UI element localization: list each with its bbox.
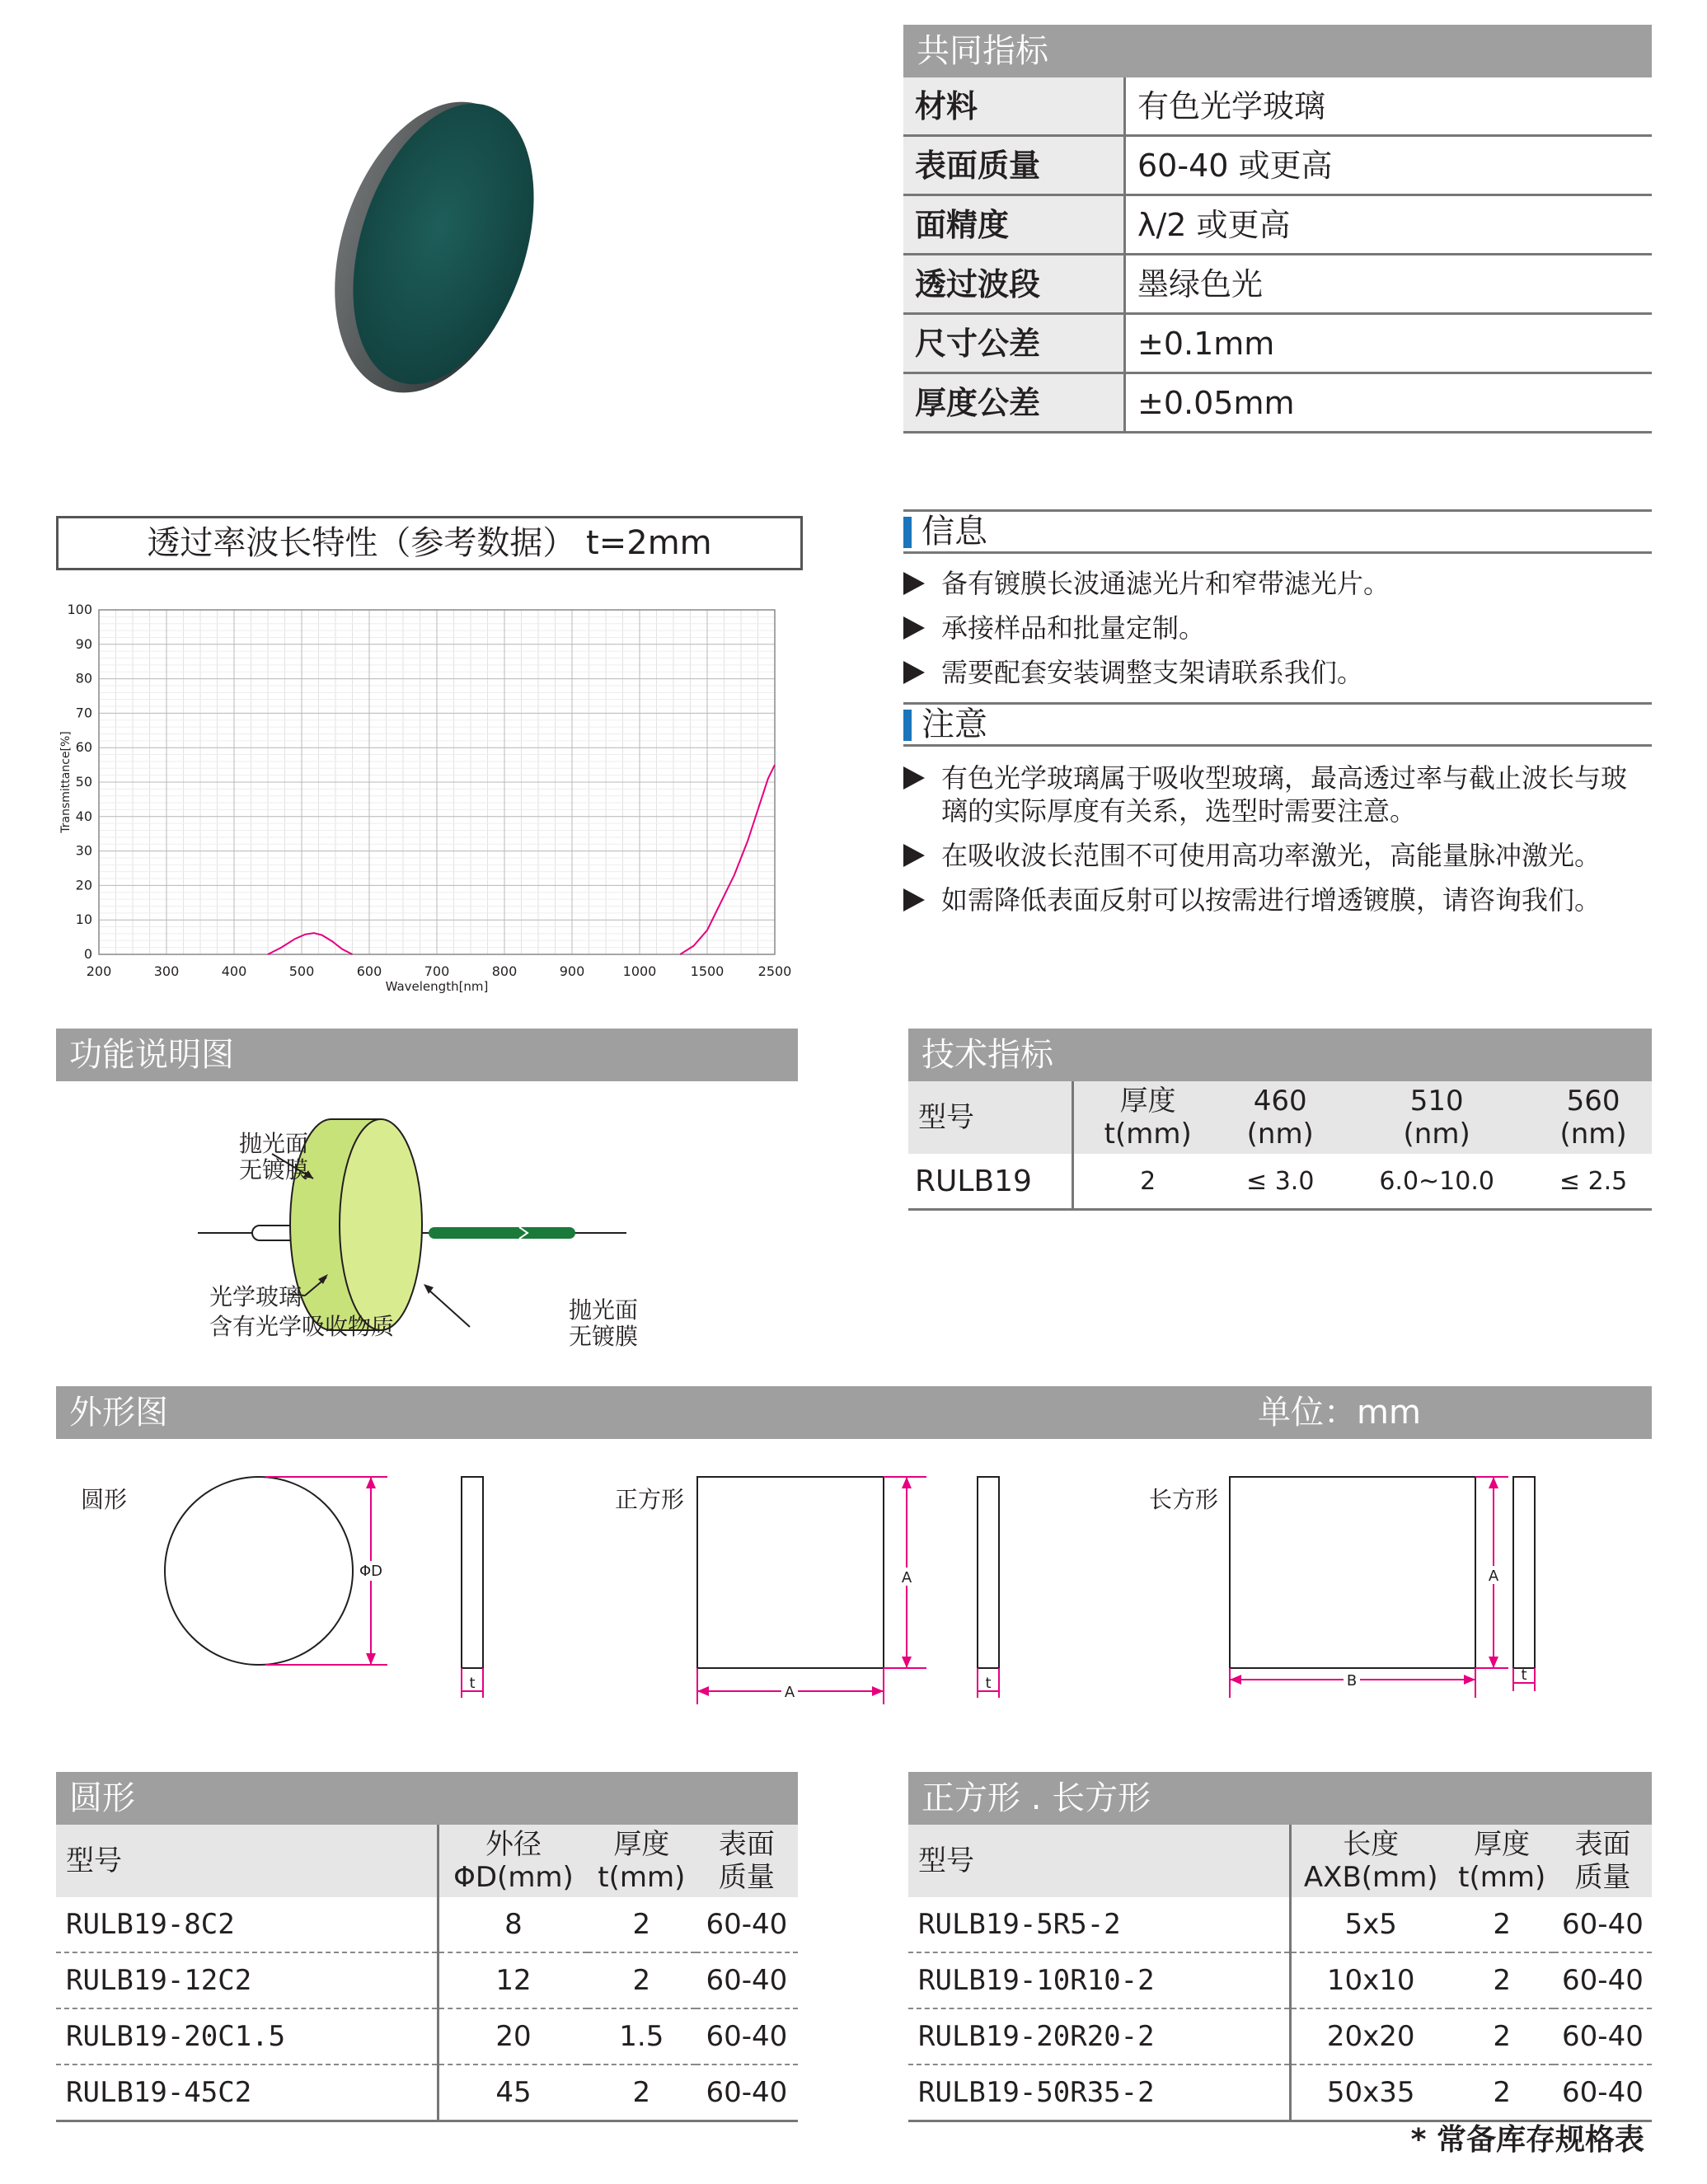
label-text: 抛光面 — [569, 1296, 639, 1324]
header-line: 厚度 — [1474, 1828, 1531, 1861]
table-row — [56, 2008, 798, 2064]
info-item — [903, 612, 1652, 644]
cell-model: RULB19-20C1.5 — [56, 2008, 438, 2064]
spec-row — [903, 196, 1652, 255]
info-item-text: 承接样品和批量定制。 — [941, 612, 1206, 644]
transmittance-series-line — [680, 765, 775, 954]
label-text: 无镀膜 — [239, 1156, 309, 1183]
label-text: 光学玻璃 — [209, 1283, 302, 1310]
cell-thickness: 2 — [588, 2064, 696, 2121]
circle-label: 圆形 — [81, 1486, 128, 1513]
header-line: 表面 — [718, 1828, 775, 1861]
common-specs-title: 共同指标 — [903, 25, 1652, 77]
y-tick-label: 20 — [75, 877, 92, 893]
cell-od: 8 — [438, 1897, 588, 1952]
cell-model: RULB19-5R5-2 — [908, 1897, 1291, 1952]
header-line: 510 — [1409, 1085, 1464, 1118]
info-item — [903, 567, 1652, 600]
triangle-bullet-icon — [903, 572, 925, 595]
x-tick-label: 1500 — [690, 963, 725, 979]
x-tick-label: 2500 — [757, 963, 791, 979]
table-row — [56, 1897, 798, 1952]
note-item — [903, 839, 1652, 872]
y-tick-label: 10 — [75, 912, 92, 928]
col-510 — [1339, 1081, 1535, 1154]
function-diagram-title: 功能说明图 — [56, 1029, 798, 1081]
col-thickness — [1450, 1825, 1553, 1897]
table-header-row — [908, 1081, 1652, 1154]
header-line: 厚度 — [613, 1828, 670, 1861]
header-line: (nm) — [1559, 1118, 1627, 1151]
transmittance-chart — [49, 593, 791, 997]
table-row — [56, 1952, 798, 2008]
filter-disc-photo — [313, 82, 560, 412]
cell-od: 20 — [438, 2008, 588, 2064]
y-tick-label: 0 — [83, 946, 92, 962]
outline-drawings — [0, 1459, 1707, 1722]
footnote: * 常备库存规格表 — [1410, 2123, 1644, 2157]
table-row — [908, 1154, 1652, 1210]
header-line: t(mm) — [1458, 1861, 1546, 1894]
spec-row — [903, 137, 1652, 196]
info-title — [903, 509, 1652, 554]
y-tick-label: 80 — [75, 670, 92, 687]
cell-surface: 60-40 — [1554, 2064, 1652, 2121]
col-length — [1291, 1825, 1451, 1897]
header-line: 质量 — [718, 1861, 775, 1894]
dim-t-label: t — [469, 1675, 476, 1692]
table-row — [908, 2008, 1652, 2064]
outline-title — [56, 1386, 1652, 1439]
x-tick-label: 1000 — [622, 963, 657, 979]
y-tick-label: 50 — [75, 774, 92, 790]
dim-d-label: ΦD — [359, 1563, 383, 1580]
triangle-bullet-icon — [903, 844, 925, 867]
notes-list — [903, 762, 1652, 928]
col-thickness — [588, 1825, 696, 1897]
triangle-bullet-icon — [903, 661, 925, 684]
cell-surface: 60-40 — [696, 2064, 798, 2121]
cell-od: 45 — [438, 2064, 588, 2121]
y-tick-label: 30 — [75, 842, 92, 859]
tech-specs-table — [908, 1081, 1652, 1211]
dim-a-label: A — [784, 1684, 795, 1701]
col-surface — [1554, 1825, 1652, 1897]
col-model: 型号 — [908, 1081, 1073, 1154]
cell-thickness: 2 — [588, 1897, 696, 1952]
dim-a-label: A — [901, 1569, 912, 1586]
cell-model: RULB19-50R35-2 — [908, 2064, 1291, 2121]
outline-unit: 单位：mm — [1258, 1394, 1421, 1432]
cell-length: 50x35 — [1291, 2064, 1451, 2121]
cell-thickness: 1.5 — [588, 2008, 696, 2064]
round-table-title: 圆形 — [56, 1772, 798, 1825]
dim-t-label: t — [1521, 1666, 1527, 1684]
cell-thickness: 2 — [588, 1952, 696, 2008]
header-line: 外径 — [485, 1828, 542, 1861]
header-line: 表面 — [1574, 1828, 1631, 1861]
y-tick-label: 40 — [75, 808, 92, 824]
note-item-text: 如需降低表面反射可以按需进行增透镀膜，请咨询我们。 — [941, 884, 1601, 916]
spec-value: 墨绿色光 — [1137, 266, 1264, 302]
note-item-text: 有色光学玻璃属于吸收型玻璃，最高透过率与截止波长与玻璃的实际厚度有关系，选型时需要注意。 — [941, 762, 1628, 827]
header-line: (nm) — [1246, 1118, 1314, 1151]
col-560 — [1535, 1081, 1652, 1154]
spec-row — [903, 374, 1652, 434]
spec-key: 尺寸公差 — [903, 315, 1126, 372]
tech-specs-title: 技术指标 — [908, 1029, 1652, 1081]
table-header-row — [56, 1825, 798, 1897]
cell-surface: 60-40 — [1554, 1897, 1652, 1952]
x-tick-label: 600 — [356, 963, 382, 979]
cell-model: RULB19-8C2 — [56, 1897, 438, 1952]
cell-model: RULB19-12C2 — [56, 1952, 438, 2008]
col-od — [438, 1825, 588, 1897]
col-460 — [1222, 1081, 1339, 1154]
y-tick-label: 100 — [67, 602, 92, 617]
table-row — [56, 2064, 798, 2121]
cell-surface: 60-40 — [696, 1897, 798, 1952]
header-line: 460 — [1253, 1085, 1307, 1118]
note-item-text: 在吸收波长范围不可使用高功率激光，高能量脉冲激光。 — [941, 840, 1601, 871]
square-spec-table — [908, 1825, 1652, 2122]
label-text: 无镀膜 — [569, 1323, 639, 1350]
header-line: t(mm) — [1104, 1118, 1192, 1151]
cell-thickness: 2 — [1450, 1897, 1553, 1952]
x-tick-label: 200 — [86, 963, 112, 979]
cell-surface: 60-40 — [696, 1952, 798, 2008]
col-surface — [696, 1825, 798, 1897]
spec-value: ±0.1mm — [1137, 326, 1275, 362]
round-spec-table — [56, 1825, 798, 2122]
table-row — [908, 2064, 1652, 2121]
y-axis-label: Transmittance[%] — [59, 731, 73, 833]
square-table-title: 正方形 . 长方形 — [908, 1772, 1652, 1825]
info-item-text: 备有镀膜长波通滤光片和窄带滤光片。 — [941, 568, 1390, 599]
triangle-bullet-icon — [903, 888, 925, 912]
cell-od: 12 — [438, 1952, 588, 2008]
header-line: 长度 — [1343, 1828, 1400, 1861]
rect-label: 长方形 — [1149, 1486, 1219, 1513]
label-polished-bottom — [569, 1297, 638, 1350]
spec-value: ±0.05mm — [1137, 385, 1295, 421]
label-polished-top — [239, 1131, 308, 1183]
spec-row — [903, 255, 1652, 315]
outline-title-text: 外形图 — [69, 1394, 168, 1432]
spec-value: 有色光学玻璃 — [1137, 88, 1326, 124]
header-line: ΦD(mm) — [453, 1861, 574, 1894]
header-line: t(mm) — [598, 1861, 686, 1894]
cell-thickness: 2 — [1450, 1952, 1553, 2008]
header-line: 质量 — [1574, 1861, 1631, 1894]
triangle-bullet-icon — [903, 766, 925, 790]
notes-title-text: 注意 — [921, 705, 987, 743]
dim-b-label: B — [1346, 1672, 1358, 1690]
label-text: 含有光学吸收物质 — [209, 1313, 395, 1340]
spec-row — [903, 315, 1652, 374]
dim-t-label: t — [985, 1675, 992, 1692]
x-axis-label: Wavelength[nm] — [385, 979, 489, 994]
x-tick-label: 300 — [153, 963, 180, 979]
spec-value: λ/2 或更高 — [1137, 207, 1291, 243]
x-tick-label: 800 — [491, 963, 518, 979]
cell-model: RULB19-45C2 — [56, 2064, 438, 2121]
info-item-text: 需要配套安装调整支架请联系我们。 — [941, 657, 1364, 688]
common-specs-table — [903, 25, 1652, 434]
spec-key: 面精度 — [903, 196, 1126, 253]
table-row — [908, 1952, 1652, 2008]
cell-model: RULB19 — [908, 1154, 1073, 1210]
header-line: 厚度 — [1119, 1085, 1176, 1118]
dim-a-label: A — [1488, 1568, 1499, 1585]
cell-length: 10x10 — [1291, 1952, 1451, 2008]
table-header-row — [908, 1825, 1652, 1897]
spec-key: 厚度公差 — [903, 374, 1126, 431]
y-tick-label: 60 — [75, 739, 92, 756]
y-tick-label: 90 — [75, 635, 92, 652]
label-glass — [209, 1282, 394, 1342]
notes-title — [903, 702, 1652, 747]
spec-key: 材料 — [903, 77, 1126, 134]
cell-460: ≤ 3.0 — [1222, 1154, 1339, 1210]
cell-560: ≤ 2.5 — [1535, 1154, 1652, 1210]
label-text: 抛光面 — [239, 1130, 309, 1157]
spec-row — [903, 77, 1652, 137]
triangle-bullet-icon — [903, 616, 925, 640]
spec-key: 透过波段 — [903, 255, 1126, 312]
cell-thickness: 2 — [1450, 2064, 1553, 2121]
col-model: 型号 — [56, 1825, 438, 1897]
info-list — [903, 567, 1652, 701]
y-tick-label: 70 — [75, 705, 92, 721]
cell-model: RULB19-10R10-2 — [908, 1952, 1291, 2008]
square-label: 正方形 — [615, 1486, 685, 1513]
info-title-text: 信息 — [921, 513, 987, 551]
cell-model: RULB19-20R20-2 — [908, 2008, 1291, 2064]
note-item — [903, 762, 1652, 827]
x-tick-label: 900 — [559, 963, 585, 979]
info-item — [903, 656, 1652, 689]
cell-surface: 60-40 — [1554, 2008, 1652, 2064]
cell-thickness: 2 — [1073, 1154, 1222, 1210]
cell-surface: 60-40 — [1554, 1952, 1652, 2008]
spec-value: 60-40 或更高 — [1137, 148, 1333, 184]
transmittance-series-line — [268, 933, 353, 954]
header-line: AXB(mm) — [1303, 1861, 1438, 1894]
chart-title: 透过率波长特性（参考数据） t=2mm — [56, 516, 803, 570]
note-item — [903, 883, 1652, 916]
header-line: 560 — [1566, 1085, 1620, 1118]
x-tick-label: 500 — [288, 963, 315, 979]
cell-surface: 60-40 — [696, 2008, 798, 2064]
cell-510: 6.0~10.0 — [1339, 1154, 1535, 1210]
cell-thickness: 2 — [1450, 2008, 1553, 2064]
col-model: 型号 — [908, 1825, 1291, 1897]
col-thickness — [1073, 1081, 1222, 1154]
header-line: (nm) — [1403, 1118, 1470, 1151]
x-tick-label: 400 — [221, 963, 247, 979]
table-row — [908, 1897, 1652, 1952]
x-tick-label: 700 — [424, 963, 450, 979]
spec-key: 表面质量 — [903, 137, 1126, 194]
cell-length: 5x5 — [1291, 1897, 1451, 1952]
cell-length: 20x20 — [1291, 2008, 1451, 2064]
